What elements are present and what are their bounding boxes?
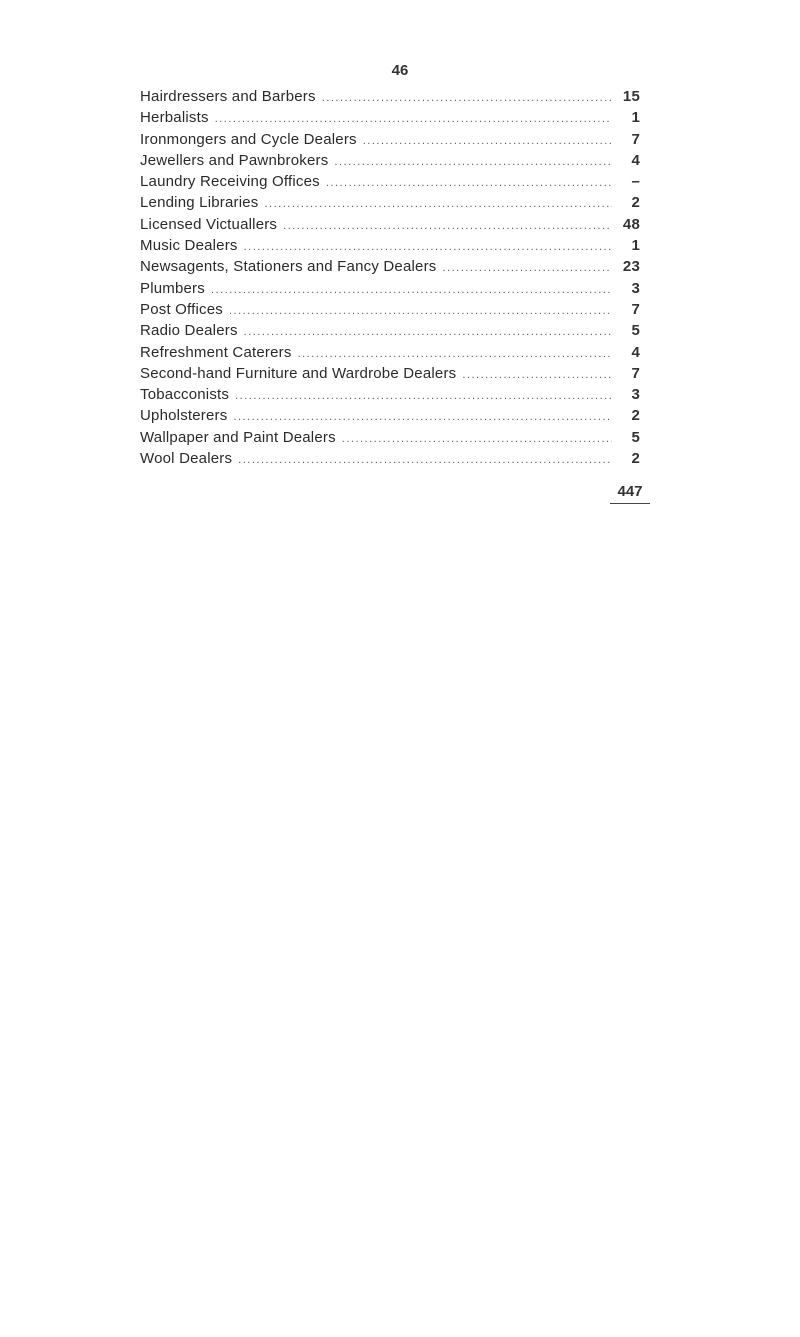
list-item [140,365,640,386]
entry-label: Ironmongers and Cycle Dealers [140,130,357,148]
entry-value: 2 [631,194,640,212]
entry-value: 3 [631,279,640,297]
entry-value: 1 [631,109,640,127]
entry-label: Jewellers and Pawnbrokers [140,151,329,169]
entry-label: Radio Dealers [140,322,238,340]
page-number: 46 [391,62,409,79]
entry-value: 7 [631,130,640,148]
entry-value: 48 [622,215,640,233]
entry-value: 5 [631,322,640,340]
dot-leader [244,241,612,253]
list-item [140,109,640,130]
entry-label: Post Offices [140,300,223,318]
entry-label: Wallpaper and Paint Dealers [140,428,336,446]
list-item [140,301,640,322]
list-item [140,322,640,343]
dot-leader [462,369,612,381]
list-item [140,88,640,109]
entry-value: 5 [631,428,640,446]
list-item [140,429,640,450]
entry-value: 15 [622,88,640,105]
list-item [140,386,640,407]
entry-value: 4 [631,151,640,169]
entry-value: – [631,173,640,191]
entry-value: 4 [631,343,640,361]
dot-leader [235,390,612,402]
dot-leader [298,348,612,360]
dot-leader [244,326,612,338]
list-item [140,173,640,194]
dot-leader [229,305,612,317]
entry-label: Lending Libraries [140,194,259,212]
dot-leader [215,113,612,125]
entry-label: Tobacconists [140,386,230,404]
entry-value: 23 [622,258,640,276]
entry-value: 2 [631,450,640,468]
dot-leader [238,454,612,466]
dot-leader [326,177,612,189]
entry-value: 7 [631,300,640,318]
list-item [140,194,640,215]
entry-label: Music Dealers [140,237,238,255]
dot-leader [363,135,612,147]
list-item [140,258,640,279]
entry-label: Second-hand Furniture and Wardrobe Dealers [140,364,457,382]
list-item [140,344,640,365]
list-item [140,216,640,237]
list-item [140,450,640,471]
total-value: 447 [617,483,643,500]
entry-label: Refreshment Caterers [140,343,292,361]
dot-leader [211,284,612,296]
list-item [140,280,640,301]
entry-label: Upholsterers [140,407,228,425]
dot-leader [442,262,612,274]
entry-label: Licensed Victuallers [140,215,278,233]
entry-label: Hairdressers and Barbers [140,88,316,105]
dot-leader [322,92,612,104]
entry-label: Herbalists [140,109,209,127]
entry-value: 3 [631,386,640,404]
list-item [140,237,640,258]
entry-value: 2 [631,407,640,425]
entry-value: 1 [631,237,640,255]
total-underline [610,503,650,504]
dot-leader [283,220,612,232]
entry-value: 7 [631,364,640,382]
list-item [140,152,640,173]
entry-label: Plumbers [140,279,205,297]
trade-list [140,88,640,471]
dot-leader [233,411,612,423]
dot-leader [334,156,612,168]
entry-label: Newsagents, Stationers and Fancy Dealers [140,258,437,276]
entry-label: Wool Dealers [140,450,233,468]
list-item [140,407,640,428]
list-item [140,131,640,152]
dot-leader [264,198,612,210]
entry-label: Laundry Receiving Offices [140,173,320,191]
dot-leader [342,433,612,445]
